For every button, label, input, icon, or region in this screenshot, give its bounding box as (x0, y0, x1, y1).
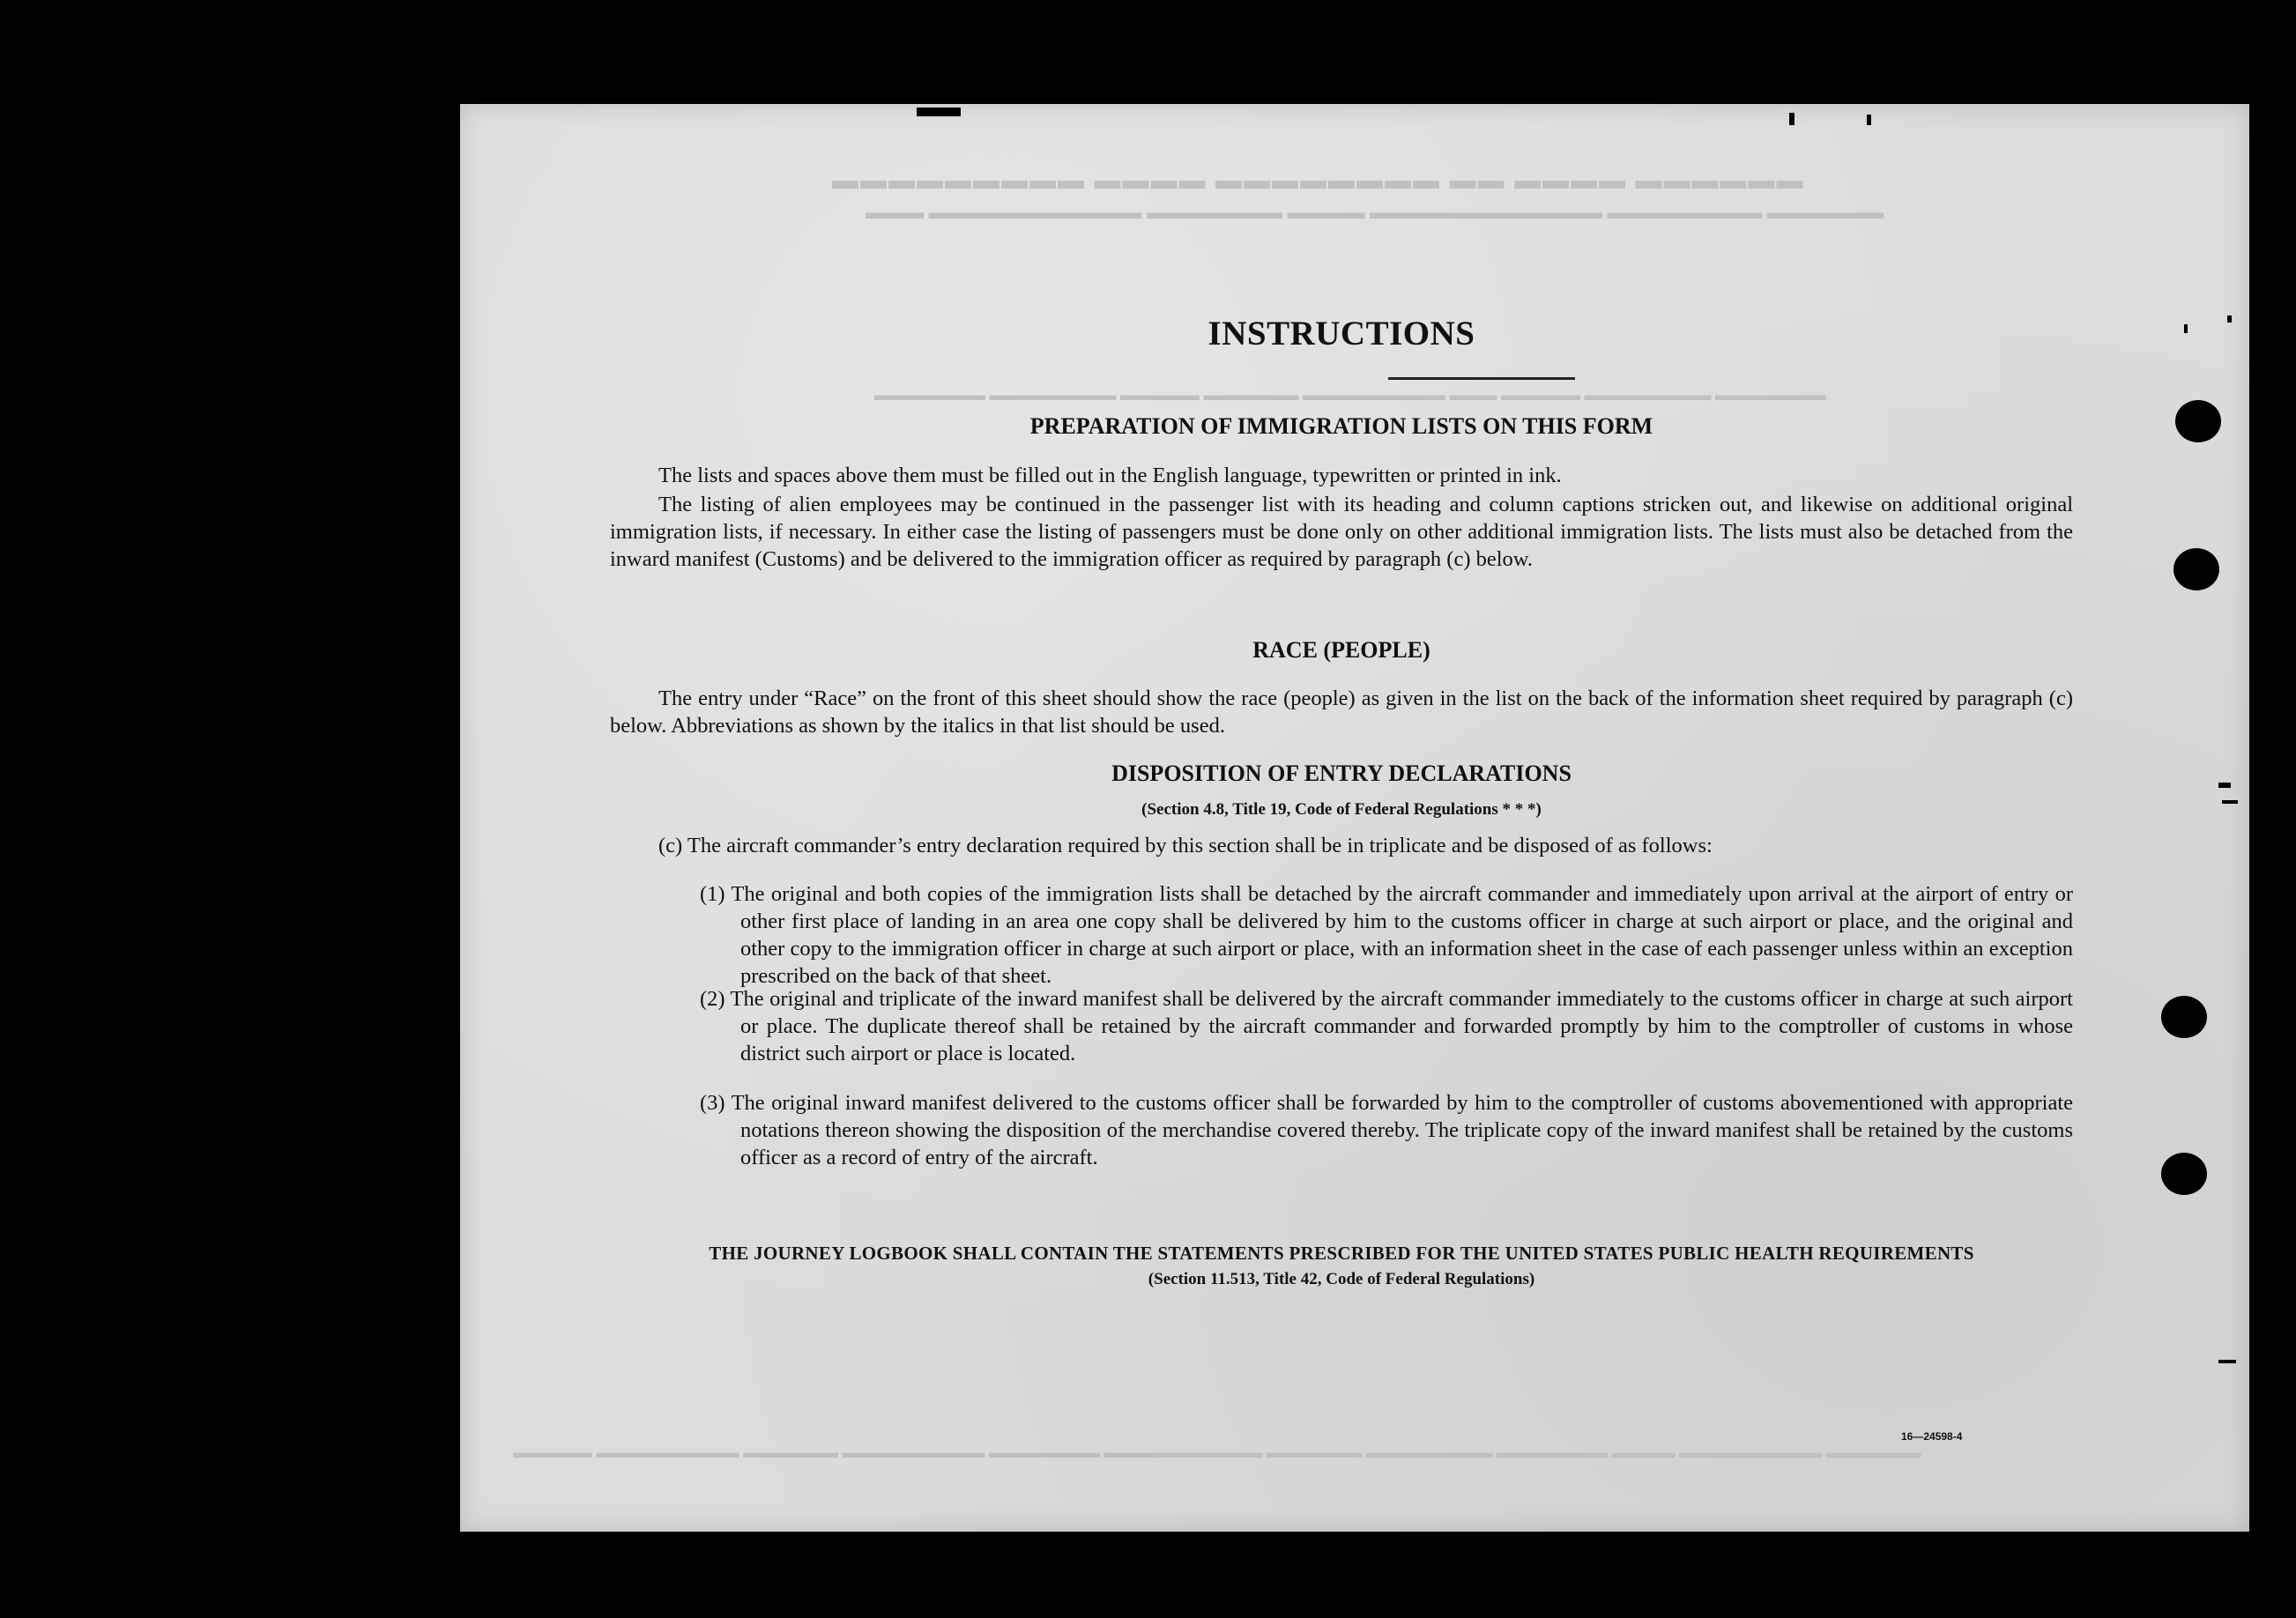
bleed-through-header: ▬▬▬▬▬▬ ▬▬▬▬ ▬▬ ▬▬▬▬▬▬▬▬ ▬▬▬▬ ▬▬▬▬▬▬▬▬▬ (830, 166, 1803, 195)
list-item-2: (2) The original and triplicate of the inward manifest shall be delivered by the aircraft commander immediately to the customs officer in charge at such airport or place. The duplicate thereof shall be retained by the aircraft commander and forwarded promptly by him to the comptroller of customs in whose district such airport or place is located. (700, 987, 2073, 1065)
scan-speck (2218, 783, 2231, 788)
citation-title-19: (Section 4.8, Title 19, Code of Federal Regulations * * *) (1141, 800, 1542, 819)
footer-citation: (Section 11.513, Title 42, Code of Federal Regulations) (1148, 1270, 1535, 1288)
scan-speck (2222, 800, 2238, 804)
paragraph-alien-employees: The listing of alien employees may be continued in the passenger list with its heading and column captions stricken out, and likewise on additional original immigration lists, if necessary. In either case the listing of passengers must be done only on other additional immigration lists. The lists must also be detached from the inward manifest (Customs) and be delivered to the immigration officer as required by paragraph (c) below. (610, 493, 2073, 571)
bleed-through-subheader: ▬▬▬▬▬▬ ▬▬▬▬▬▬▬▬ ▬▬▬▬▬▬▬▬▬▬▬▬ ▬▬▬▬ ▬▬▬▬▬▬▬ ▬▬▬▬▬▬▬▬▬▬▬ ▬▬▬ (866, 201, 1884, 223)
heading-immigration-lists: PREPARATION OF IMMIGRATION LISTS ON THIS FORM (1029, 413, 1653, 439)
scan-speck (2227, 315, 2232, 323)
heading-race: RACE (PEOPLE) (1252, 637, 1430, 663)
bleed-through-lines: ▬▬▬▬▬▬▬ ▬▬▬▬▬▬▬▬ ▬▬▬▬▬ ▬▬▬ ▬▬▬▬▬▬▬▬▬ ▬▬▬▬▬▬ ▬▬▬▬▬ ▬▬▬▬▬▬▬▬ ▬▬▬▬▬▬▬ (874, 386, 1826, 404)
clause-c: (c) The aircraft commander’s entry declaration required by this section shall be in triplicate and be disposed of as follows: (658, 834, 1713, 857)
paragraph-english-language: The lists and spaces above them must be filled out in the English language, typewritten or printed in ink. (658, 464, 1562, 487)
document-sheet (460, 104, 2249, 1532)
list-item-1: (1) The original and both copies of the immigration lists shall be detached by the aircraft commander and immediately upon arrival at the airport of entry or other first place of landing in an area one copy shall be delivered by him to the customs officer in charge at such airport or place, and the original and other copy to the immigration officer in charge at such airport or place, with an information sheet in the case of each passenger unless within an exception prescribed on the back of that sheet. (700, 882, 2073, 988)
scan-speck (2218, 1360, 2236, 1363)
punch-hole (2175, 400, 2221, 442)
list-item-3: (3) The original inward manifest delivered to the customs officer shall be forwarded by him to the comptroller of customs abovementioned with appropriate notations thereon showing the disposition of the merchandise covered thereby. The triplicate copy of the inward manifest shall be retained by the customs officer as a record of entry of the aircraft. (700, 1091, 2073, 1169)
footer-statement: THE JOURNEY LOGBOOK SHALL CONTAIN THE STATEMENTS PRESCRIBED FOR THE UNITED STATES PUBLIC HEALTH REQUIREMENTS (709, 1243, 1974, 1264)
punch-hole (2161, 1153, 2207, 1195)
form-number: 16—24598-4 (1901, 1430, 1963, 1443)
heading-disposition: DISPOSITION OF ENTRY DECLARATIONS (1111, 761, 1572, 786)
title-underline (1388, 377, 1575, 380)
page-title: INSTRUCTIONS (1207, 315, 1475, 353)
punch-hole (2161, 996, 2207, 1038)
bleed-through-bottom: ▬▬▬▬▬▬ ▬▬▬▬▬▬▬▬▬ ▬▬▬▬ ▬▬▬▬▬▬▬ ▬▬▬▬▬▬▬▬ ▬▬▬▬▬▬ ▬▬▬▬▬▬▬▬▬▬ ▬▬▬▬▬▬▬ ▬▬▬▬▬▬▬▬▬ ▬▬▬▬▬▬ ▬▬▬▬▬▬▬▬▬ ▬▬▬▬▬ (513, 1444, 1921, 1461)
scan-speck (2184, 324, 2188, 333)
scan-speck (917, 108, 961, 116)
scan-speck (1867, 115, 1871, 125)
punch-hole (2173, 548, 2219, 590)
scan-speck (1789, 113, 1794, 125)
paragraph-race: The entry under “Race” on the front of this sheet should show the race (people) as given in the list on the back of the information sheet required by paragraph (c) below. Abbreviations as shown by the italics in that list should be used. (610, 687, 2073, 738)
